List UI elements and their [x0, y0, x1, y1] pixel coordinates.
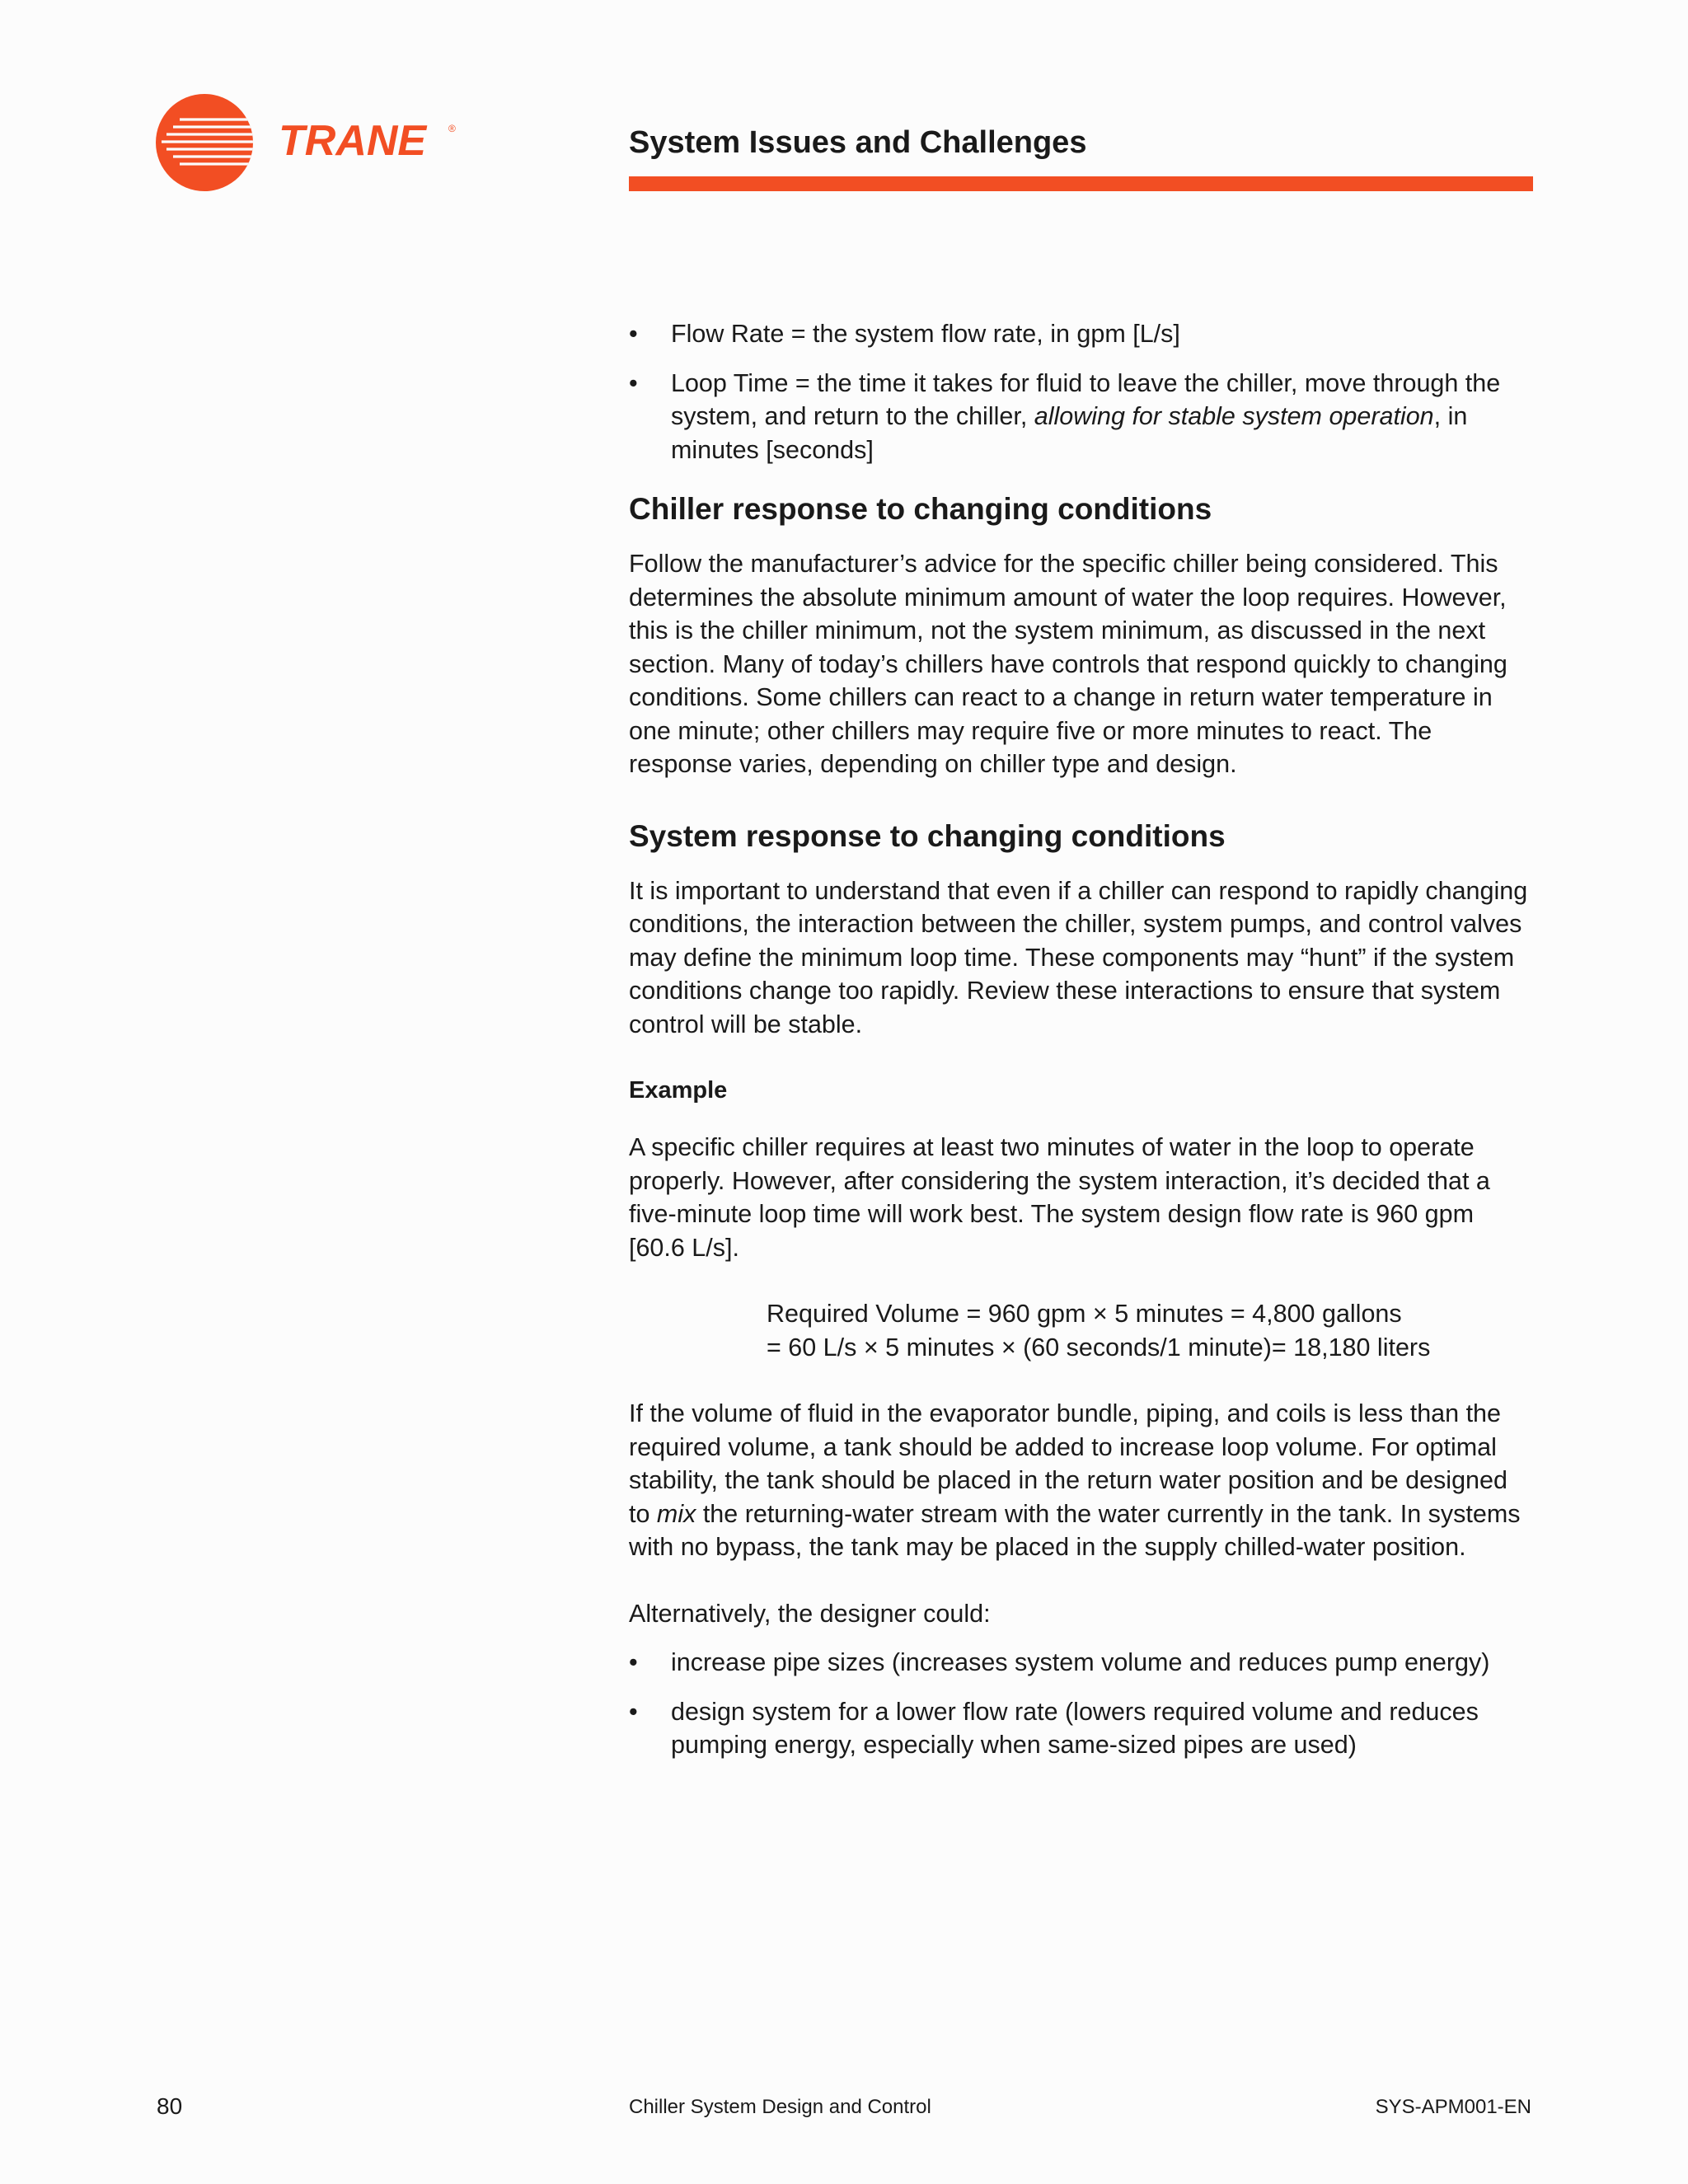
bullet-icon: •: [629, 1648, 638, 1676]
bullet-icon: •: [629, 320, 638, 348]
main-content: [629, 317, 1533, 1778]
footer-book-title: Chiller System Design and Control: [629, 2096, 931, 2118]
bullet-list-bottom: [629, 1646, 1533, 1762]
example-heading: Example: [629, 1077, 728, 1104]
logo-wordmark: TRANE: [279, 117, 427, 165]
section-heading-system-response: System response to changing conditions: [629, 818, 1226, 853]
page-number: 80: [157, 2093, 183, 2119]
list-item: • increase pipe sizes (increases system volume and reduces pump energy): [629, 1646, 1533, 1680]
svg-text:®: ®: [448, 123, 456, 134]
list-item: • design system for a lower flow rate (lowers required volume and reduces pumping energy, especially when same-sized pipes are used): [629, 1695, 1533, 1762]
list-item: • Loop Time = the time it takes for fluid to leave the chiller, move through the system, and return to the chiller, allowing for stable system operation, in minutes [seconds]: [629, 367, 1533, 467]
bullet-list-top: [629, 317, 1533, 466]
example-paragraph: A specific chiller requires at least two minutes of water in the loop to operate properly. However, after considering the system interaction, it’s decided that a five-minute loop time will work best. The system design flow rate is 960 gpm [60.6 L/s].: [629, 1133, 1490, 1262]
equation-line: Required Volume = 960 gpm × 5 minutes = 4,800 gallons: [767, 1300, 1402, 1328]
bullet-icon: •: [629, 1697, 638, 1726]
page-header-title: System Issues and Challenges: [629, 125, 1087, 160]
alternatively-paragraph: Alternatively, the designer could:: [629, 1599, 991, 1628]
bullet-icon: •: [629, 368, 638, 397]
tank-paragraph: If the volume of fluid in the evaporator bundle, piping, and coils is less than the required volume, a tank should be added to increase loop volume. For optimal stability, the tank should be placed in the return water position and be designed to mix the returning-water stream with the water currently in the tank. In systems with no bypass, the tank may be placed in the supply chilled-water position.: [629, 1399, 1521, 1561]
section-paragraph: It is important to understand that even if a chiller can respond to rapidly changing conditions, the interaction between the chiller, system pumps, and control valves may define the minimum loop time. These components may “hunt” if the system conditions change too rapidly. Review these interactions to ensure that system control will be stable.: [629, 876, 1528, 1038]
section-paragraph: Follow the manufacturer’s advice for the specific chiller being considered. This determines the absolute minimum amount of water the loop requires. However, this is the chiller minimum, not the system minimum, as discussed in the next section. Many of today’s chillers have controls that respond quickly to changing conditions. Some chillers can react to a change in return water temperature in one minute; other chillers may require five or more minutes to react. The response varies, depending on chiller type and design.: [629, 550, 1507, 778]
trane-logo: [155, 92, 460, 193]
equation: [629, 1297, 1533, 1364]
footer-doc-code: SYS-APM001-EN: [1375, 2096, 1531, 2118]
section-heading-chiller-response: Chiller response to changing conditions: [629, 492, 1212, 526]
header-divider: [629, 176, 1533, 191]
list-item: • Flow Rate = the system flow rate, in gpm [L/s]: [629, 317, 1533, 351]
equation-line: = 60 L/s × 5 minutes × (60 seconds/1 minute)= 18,180 liters: [767, 1333, 1431, 1361]
